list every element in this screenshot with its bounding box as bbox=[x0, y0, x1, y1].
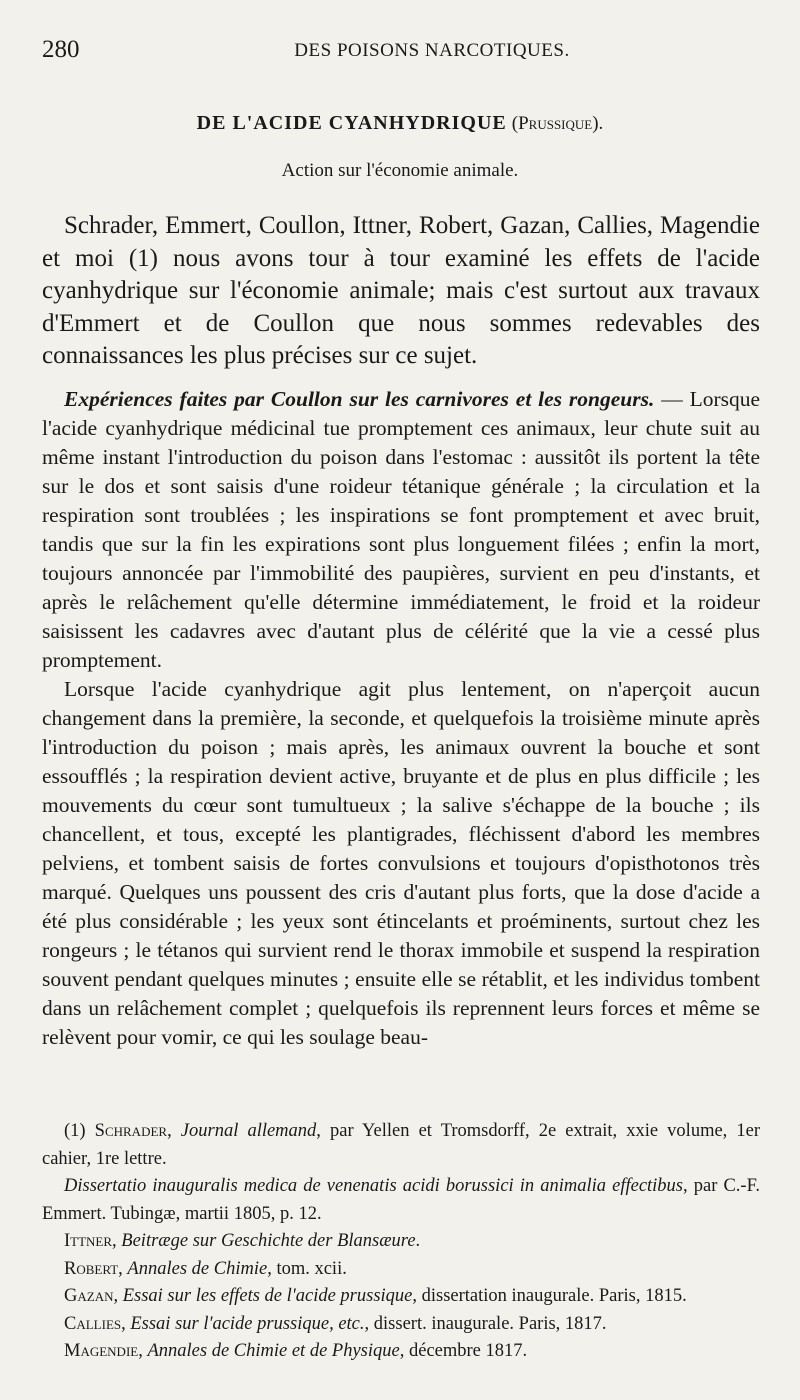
footnote: (1) Schrader, Journal allemand, par Yellen et Tromsdorff, 2e extrait, xxie volume, 1er cahier, 1re lettre. bbox=[42, 1121, 761, 1169]
paragraph-experiences bbox=[42, 385, 760, 675]
footnote: Gazan, Essai sur les effets de l'acide prussique, dissertation inaugurale. Paris, 1815. bbox=[64, 1286, 687, 1306]
section-subtitle: Action sur l'économie animale. bbox=[281, 160, 519, 181]
body-text bbox=[42, 210, 760, 1052]
paragraph-1-text: — Lorsque l'acide cyanhydrique médicinal tue promptement ces animaux, leur chute suit au même instant l'introduction du poison dans l'estomac : aussitôt ils portent la tête sur le dos et sont saisis d'une roideur tétanique générale ; la circulation et la respiration sont troublées ; les inspirations se font promptement et avec bruit, tandis que sur la fin les expirations sont plus longuement filées ; enfin la mort, toujours annoncée par l'immobilité des paupières, survient en peu d'instants, et après le relâchement qu'elle détermine immédiatement, le froid et la roideur saisissent les cadavres avec d'autant plus de célérité que la vie a cessé plus promptement. bbox=[42, 386, 761, 672]
footnote: Dissertatio inauguralis medica de venenatis acidi borussici in animalia effectibus, par C.-F. Emmert. Tubingæ, martii 1805, p. 12. bbox=[42, 1176, 761, 1224]
page-number: 280 bbox=[42, 36, 80, 63]
footnote: Ittner, Beitræge sur Geschichte der Blansæure. bbox=[64, 1231, 421, 1251]
section-title bbox=[40, 112, 760, 135]
footnote: Magendie, Annales de Chimie et de Physique, décembre 1817. bbox=[64, 1341, 528, 1361]
experiences-heading: Expériences faites par Coullon sur les carnivores et les rongeurs. bbox=[64, 386, 655, 411]
section-title-main: DE L'ACIDE CYANHYDRIQUE bbox=[196, 112, 507, 134]
section-title-paren: (Prussique). bbox=[511, 113, 604, 134]
footnote: Robert, Annales de Chimie, tom. xcii. bbox=[64, 1258, 347, 1279]
footnotes bbox=[42, 1118, 760, 1366]
page-header bbox=[42, 36, 762, 72]
running-title: DES POISONS NARCOTIQUES. bbox=[294, 40, 570, 61]
footnote: Callies, Essai sur l'acide prussique, etc., dissert. inaugurale. Paris, 1817. bbox=[64, 1313, 607, 1334]
paragraph-2: Lorsque l'acide cyanhydrique agit plus lentement, on n'aperçoit aucun changement dans la première, la seconde, et quelquefois la troisième minute après l'introduction du poison ; mais après, les animaux ouvrent la bouche et sont essoufflés ; la respiration devient active, bruyante et de plus en plus difficile ; les mouvements du cœur sont tumultueux ; la salive s'échappe de la bouche ; ils chancellent, et tous, excepté les plantigrades, fléchissent d'abord les membres pelviens, et tombent saisis de fortes convulsions et toujours d'opisthotonos très marqué. Quelques uns poussent des cris d'autant plus forts, que la dose d'acide a été plus considérable ; les yeux sont étincelants et proéminents, surtout chez les rongeurs ; le tétanos qui survient rend le thorax immobile et suspend la respiration souvent pendant quelques minutes ; ensuite elle se rétablit, et les individus tombent dans un relâchement complet ; quelquefois ils reprennent leurs forces et même se relèvent pour vomir, ce qui les soulage beau- bbox=[42, 676, 760, 1049]
intro-paragraph: Schrader, Emmert, Coullon, Ittner, Robert, Gazan, Callies, Magendie et moi (1) nous avons tour à tour examiné les effets de l'acide cyanhydrique sur l'économie animale; mais c'est surtout aux travaux d'Emmert et de Coullon que nous sommes redevables des connaissances les plus précises sur ce sujet. bbox=[42, 212, 760, 369]
